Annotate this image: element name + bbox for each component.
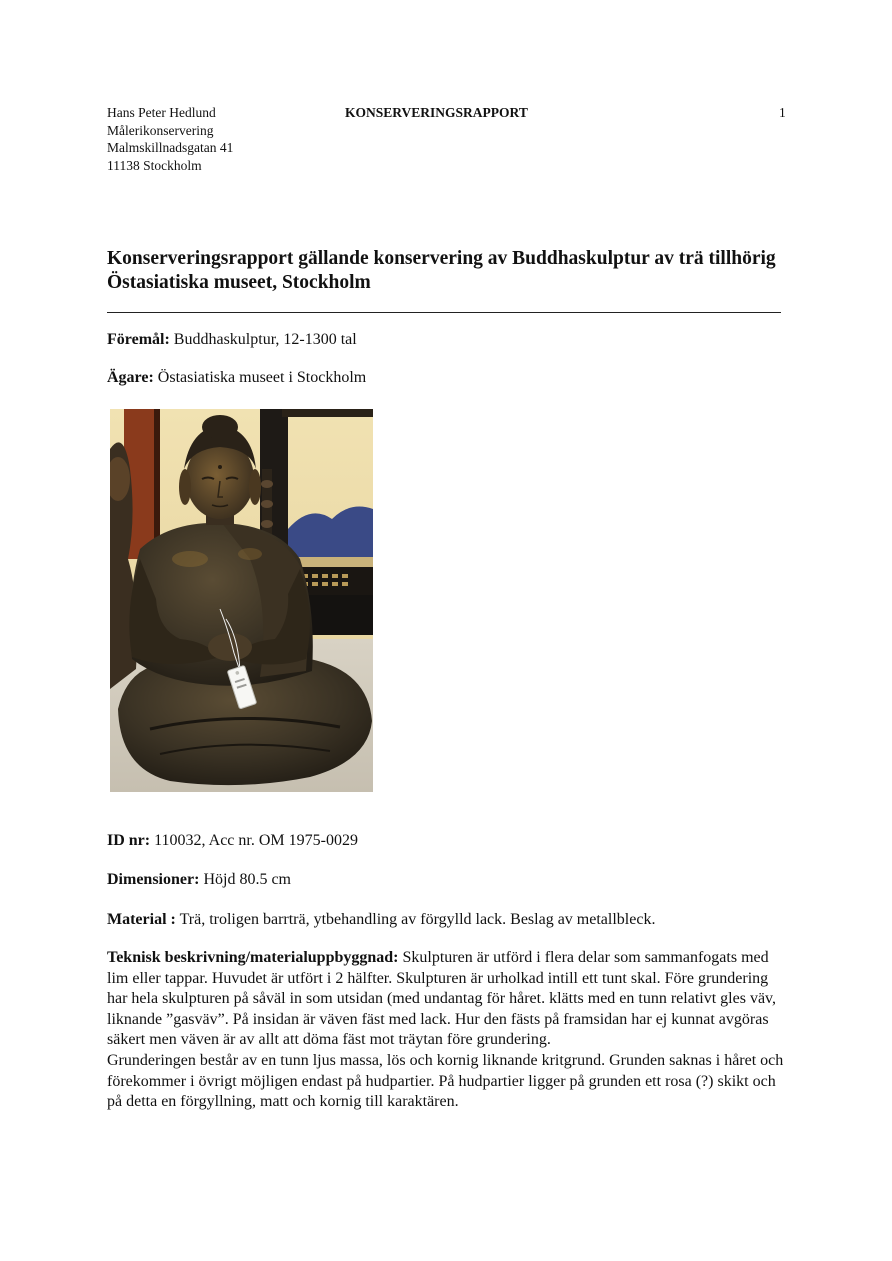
technical-description-text: Skulpturen är utförd i flera delar som sammanfogats med lim eller tappar. Huvudet är utfört i 2 hälfter. Skulpturen är urholkad intill ett tunt skal. Före grundering har hela skulpturen på såväl in som utsidan (med undantag för håret. klätts med en tunn relativt gles väv, liknande ”gasväv”. På insidan är väven fäst med lack. Hur den fästs på framsidan har ej kunnat avgöras säkert men väven är av allt att döma fäst mot träytan före grundering. [107,949,776,1049]
sender-city: 11138 Stockholm [107,157,202,173]
sculpture-photo [110,409,373,792]
technical-description [107,948,787,1113]
field-agare-label: Ägare: [107,369,154,386]
field-foremal [107,330,357,350]
field-material-value: Trä, troligen barrträ, ytbehandling av förgylld lack. Beslag av metallbleck. [175,911,656,928]
page-number: 1 [779,105,786,120]
field-agare [107,368,366,388]
field-agare-value: Östasiatiska museet i Stockholm [153,369,367,386]
technical-description-label: Teknisk beskrivning/materialuppbyggnad: [107,949,399,966]
field-dimensioner [107,870,291,890]
title-underline [107,312,781,313]
field-id-nr [107,831,358,851]
ground-layer-text: Grunderingen består av en tunn ljus massa, lös och kornig liknande kritgrund. Grunden saknas i håret och förekommer i övrigt möjligen endast på hudpartier. På hudpartier ligger på grunden ett rosa (?) skikt och på detta en förgyllning, matt och kornig till karaktären. [107,1051,784,1111]
field-foremal-value: Buddhaskulptur, 12-1300 tal [169,331,357,348]
document-title: Konserveringsrapport gällande konservering av Buddhaskulptur av trä tillhörig Östasiatiska museet, Stockholm [107,248,776,293]
sender-profession: Målerikonservering [107,122,214,138]
field-foremal-label: Föremål: [107,331,170,348]
field-dimensioner-label: Dimensioner: [107,871,200,888]
field-id-nr-value: 110032, Acc nr. OM 1975-0029 [150,832,358,849]
sender-address [107,104,233,174]
field-material-label: Material : [107,911,176,928]
field-material [107,910,655,930]
report-label: KONSERVERINGSRAPPORT [345,105,528,120]
field-dimensioner-value: Höjd 80.5 cm [199,871,291,888]
sender-name: Hans Peter Hedlund [107,105,216,120]
field-id-nr-label: ID nr: [107,832,151,849]
sender-street: Malmskillnadsgatan 41 [107,140,234,155]
